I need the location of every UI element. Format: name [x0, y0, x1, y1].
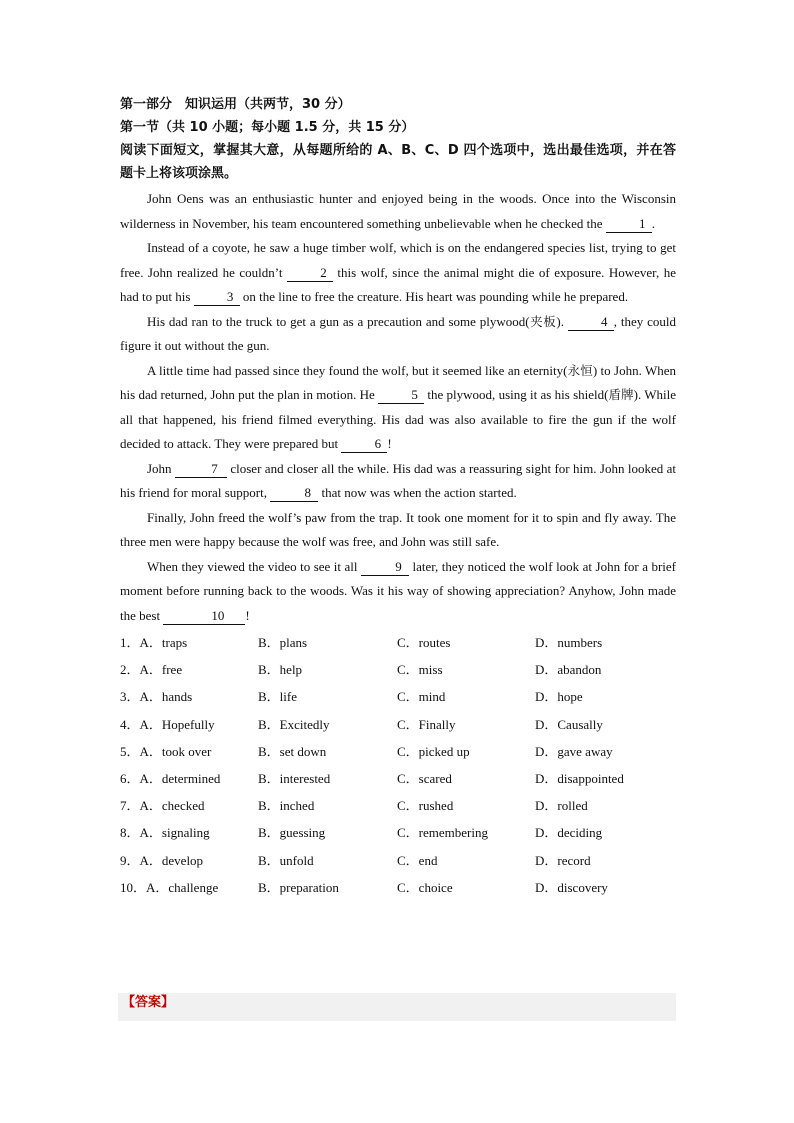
question-number: 9．	[120, 852, 140, 868]
option-a[interactable]	[120, 711, 215, 738]
option-text: C．Finally	[397, 716, 456, 732]
option-text: D．rolled	[535, 798, 588, 814]
passage-text: A little time had passed since they found the wolf, but it seemed like an eternity(	[147, 362, 568, 378]
chinese-gloss: 盾牌	[608, 387, 634, 402]
question-number: 10．	[120, 879, 147, 895]
option-d[interactable]	[535, 738, 613, 765]
part-heading: 第一部分 知识运用（共两节，30 分）	[120, 97, 351, 112]
option-b[interactable]	[258, 629, 307, 656]
option-text: D．Causally	[535, 716, 603, 732]
option-d[interactable]	[535, 847, 591, 874]
blank-1: 1	[606, 216, 652, 233]
option-text: A．free	[139, 662, 183, 678]
option-row	[120, 765, 676, 792]
option-text: B．help	[258, 662, 303, 678]
option-text: A．signaling	[139, 825, 210, 841]
option-row	[120, 683, 676, 710]
option-text: D．deciding	[535, 825, 603, 841]
passage-paragraph-3	[120, 310, 676, 359]
option-d[interactable]	[535, 819, 602, 846]
passage-paragraph-1	[120, 187, 676, 236]
option-text: A．took over	[139, 743, 212, 759]
question-number: 8．	[120, 825, 140, 841]
passage-text: .	[651, 215, 655, 231]
option-d[interactable]	[535, 874, 608, 901]
option-d[interactable]	[535, 629, 602, 656]
option-text: B．interested	[258, 770, 331, 786]
blank-6: 6	[341, 436, 387, 453]
passage-text: !	[245, 607, 250, 623]
passage-text: this wolf, since the animal might die of exposure. However, he had to put his	[120, 264, 676, 304]
option-text: D．record	[535, 852, 591, 868]
option-text: A．Hopefully	[139, 716, 215, 732]
answer-label: 【答案】	[122, 995, 175, 1010]
section-heading: 第一节（共 10 小题；每小题 1.5 分，共 15 分）	[120, 120, 415, 135]
option-c[interactable]	[397, 738, 470, 765]
option-row	[120, 847, 676, 874]
option-a[interactable]	[120, 656, 182, 683]
option-text: D．hope	[535, 689, 583, 705]
option-c[interactable]	[397, 792, 453, 819]
options-list	[120, 629, 676, 901]
option-d[interactable]	[535, 765, 624, 792]
option-c[interactable]	[397, 711, 456, 738]
option-text: A．challenge	[146, 879, 219, 895]
blank-4: 4	[568, 314, 614, 331]
blank-8: 8	[270, 485, 318, 502]
option-c[interactable]	[397, 629, 450, 656]
option-b[interactable]	[258, 711, 330, 738]
chinese-gloss: 永恒	[567, 362, 593, 378]
option-d[interactable]	[535, 711, 603, 738]
option-b[interactable]	[258, 874, 339, 901]
option-d[interactable]	[535, 683, 583, 710]
option-text: D．disappointed	[535, 770, 624, 786]
option-text: C．mind	[397, 689, 446, 705]
option-a[interactable]	[120, 819, 210, 846]
passage-text: the plywood, using it as his shield(	[424, 387, 609, 402]
option-a[interactable]	[120, 847, 203, 874]
option-d[interactable]	[535, 792, 588, 819]
option-a[interactable]	[120, 629, 187, 656]
passage-text: ). While all that happened, his friend filmed everything. His dad was also available to fire the gun if the wolf decided to attack. They were prepared but	[120, 387, 676, 451]
option-text: B．plans	[258, 635, 308, 650]
option-text: B．Excitedly	[258, 716, 330, 732]
option-c[interactable]	[397, 683, 445, 710]
option-text: B．life	[258, 689, 297, 705]
passage-text: on the line to free the creature. His heart was pounding while he prepared.	[239, 289, 629, 304]
passage-text: When they viewed the video to see it all	[147, 558, 361, 574]
option-a[interactable]	[120, 874, 218, 901]
passage-text: John	[147, 460, 175, 476]
option-text: C．routes	[397, 635, 451, 650]
passage-paragraph-7	[120, 555, 676, 629]
option-text: A．develop	[139, 852, 204, 868]
question-number: 3．	[120, 689, 140, 705]
passage-text: closer and closer all the while. His dad was a reassuring sight for him. John looked at his friend for moral support,	[120, 460, 677, 500]
question-number: 6．	[120, 770, 140, 786]
option-b[interactable]	[258, 765, 330, 792]
option-row	[120, 738, 676, 765]
option-text: A．determined	[139, 770, 221, 786]
passage-text: His dad ran to the truck to get a gun as a precaution and some plywood(	[147, 313, 530, 329]
option-b[interactable]	[258, 738, 326, 765]
option-text: C．scared	[397, 770, 452, 786]
option-text: C．rushed	[397, 798, 454, 814]
passage-text: later, they noticed the wolf look at John for a brief moment before running back to the woods. Was it his way of showing appreciation? Anyhow, John made the best	[120, 558, 677, 623]
option-b[interactable]	[258, 847, 314, 874]
option-b[interactable]	[258, 819, 325, 846]
question-number: 4．	[120, 716, 140, 732]
passage-text: !	[387, 436, 392, 451]
passage-text: ).	[556, 313, 568, 329]
blank-3: 3	[194, 289, 240, 306]
option-text: A．checked	[139, 798, 205, 814]
option-a[interactable]	[120, 765, 220, 792]
option-text: B．guessing	[258, 825, 326, 841]
option-b[interactable]	[258, 656, 302, 683]
option-text: B．preparation	[258, 879, 339, 895]
passage-text: John Oens was an enthusiastic hunter and enjoyed being in the woods. Once into the Wisconsin wilderness in November, his team encountered something unbelievable when he checked the	[120, 191, 676, 231]
option-text: D．discovery	[535, 879, 608, 895]
question-number: 7．	[120, 798, 140, 814]
blank-2: 2	[287, 265, 333, 282]
option-row	[120, 656, 676, 683]
blank-9: 9	[361, 559, 409, 576]
option-text: C．miss	[397, 662, 443, 678]
passage-paragraph-5	[120, 457, 676, 506]
blank-5: 5	[378, 387, 424, 404]
option-b[interactable]	[258, 792, 314, 819]
question-number: 2．	[120, 662, 140, 678]
option-text: B．unfold	[258, 852, 314, 868]
blank-10: 10	[163, 608, 245, 625]
answer-bar	[118, 993, 676, 1021]
passage-text: Finally, John freed the wolf’s paw from the trap. It took one moment for it to spin and fly away. The three men were happy because the wolf was free, and John was still safe.	[120, 509, 676, 549]
option-row	[120, 711, 676, 738]
option-text: C．picked up	[397, 743, 470, 759]
passage-paragraph-2	[120, 236, 676, 310]
option-row	[120, 629, 676, 656]
option-text: D．numbers	[535, 635, 603, 650]
passage-paragraph-4	[120, 359, 676, 457]
option-text: D．abandon	[535, 662, 602, 678]
option-text: D．gave away	[535, 743, 613, 759]
option-row	[120, 819, 676, 846]
option-text: A．traps	[139, 635, 188, 650]
document-page	[120, 93, 676, 901]
question-number: 5．	[120, 743, 140, 759]
option-row	[120, 792, 676, 819]
option-text: B．inched	[258, 798, 315, 814]
option-text: A．hands	[139, 689, 193, 705]
passage-text: that now was when the action started.	[318, 485, 517, 500]
option-d[interactable]	[535, 656, 601, 683]
question-number: 1．	[120, 635, 140, 650]
option-c[interactable]	[397, 847, 437, 874]
option-text: B．set down	[258, 743, 327, 759]
option-c[interactable]	[397, 656, 443, 683]
chinese-gloss: 夹板	[529, 313, 557, 329]
option-b[interactable]	[258, 683, 297, 710]
option-text: C．remembering	[397, 825, 488, 841]
option-a[interactable]	[120, 792, 204, 819]
option-text: C．choice	[397, 879, 453, 895]
passage-paragraph-6	[120, 506, 676, 555]
option-c[interactable]	[397, 874, 453, 901]
option-c[interactable]	[397, 819, 488, 846]
option-row	[120, 874, 676, 901]
option-a[interactable]	[120, 683, 192, 710]
passage-text: Instead of a coyote, he saw a huge timber wolf, which is on the endangered species list, trying to get free. John realized he couldn’t	[120, 240, 676, 280]
option-c[interactable]	[397, 765, 452, 792]
option-a[interactable]	[120, 738, 211, 765]
option-text: C．end	[397, 852, 438, 868]
instruction-text: 阅读下面短文，掌握其大意，从每题所给的 A、B、C、D 四个选项中，选出最佳选项，并在答题卡上将该项涂黑。	[120, 143, 676, 181]
passage-text: , they could figure it out without the gun.	[120, 313, 676, 353]
passage-text: ) to John. When his dad returned, John put the plan in motion. He	[120, 362, 676, 402]
blank-7: 7	[175, 461, 227, 478]
